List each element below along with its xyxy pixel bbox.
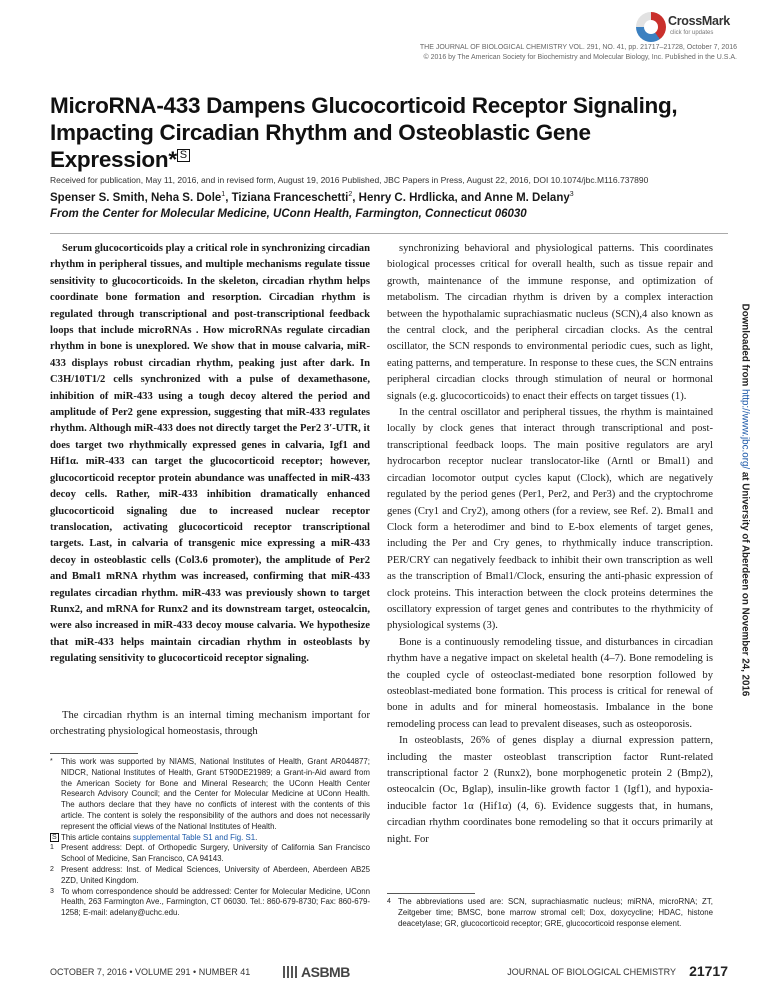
journal-header bbox=[420, 43, 737, 63]
page-number: 21717 bbox=[689, 963, 728, 979]
footnote-text: The abbreviations used are: SCN, suprachiasmatic nucleus; miRNA, microRNA; ZT, Zeitgeber time; BMSC, bone marrow stromal cell; Dox, doxycycline; HDAC, histone deacetylase; GR, glucocorticoid receptor; GRE, glucocorticoid response element. bbox=[398, 897, 713, 928]
asbmb-logo bbox=[283, 964, 350, 980]
footnotes-right bbox=[387, 897, 713, 929]
footer-journal-name: JOURNAL OF BIOLOGICAL CHEMISTRY bbox=[507, 967, 676, 977]
crossmark-icon bbox=[636, 12, 666, 42]
body-paragraph: Bone is a continuously remodeling tissue, and disturbances in circadian rhythm have a negative impact on skeletal health (4–7). Bone remodeling is the coupled cycle of osteoclast-mediated bone resorption followed by osteoblast-mediated bone formation. This process is critical for renewal of bone in adults and for mineral homeostasis. Imbalance in the bone remodeling process can lead to prevalent diseases, such as osteoporosis. bbox=[387, 636, 713, 730]
author-name: Tiziana Franceschetti bbox=[231, 191, 349, 204]
footnote-mark: 2 bbox=[50, 865, 54, 873]
footnote-divider-left bbox=[50, 753, 138, 754]
side-note-suffix: at University of Aberdeen on November 24, 2016 bbox=[739, 469, 751, 697]
body-paragraph: In the central oscillator and peripheral tissues, the rhythm is maintained locally by clock genes that interact through transcriptional and post-transcriptional feedback loops. The main positive regulators are aryl hydrocarbon receptor nuclear translocator-like (Arntl or Bmal1) and circadian locomotor output cycles kaput (Clock), which are negatively regulated by the period genes (Per1, Per2, and Per3) and the cryptochrome genes (Cry1 and Cry2), among others (for a review, see Ref. 2). Bmal1 and Clock form a heterodimer and bind to E-box elements of target genes, including the Per and Cry genes, to rhythmically induce transcription. PER/CRY can negatively feedback to inhibit their own transcription as well as the transcription of Bmal1/Clock, ensuring the anti-phasic expression of clock proteins. This interaction between the clock proteins determines the oscillatory expression of target genes and contributes to the rhythmicity of physiological systems (3). bbox=[387, 407, 713, 632]
abstract bbox=[50, 241, 370, 668]
header-divider bbox=[50, 233, 728, 234]
footnote-text: This article contains bbox=[61, 832, 133, 842]
affiliation: From the Center for Molecular Medicine, UConn Health, Farmington, Connecticut 06030 bbox=[50, 208, 527, 220]
author-affiliation-mark: 1 bbox=[221, 191, 226, 198]
footnote-mark: 4 bbox=[387, 898, 391, 905]
page-footer bbox=[50, 962, 728, 984]
side-note-prefix: Downloaded from bbox=[739, 303, 751, 390]
footnotes-left bbox=[50, 757, 370, 919]
author-affiliation-mark: 3 bbox=[569, 191, 574, 198]
crossmark-label: CrossMark bbox=[668, 14, 730, 28]
author-separator: , bbox=[144, 191, 151, 204]
abstract-text: Serum glucocorticoids play a critical role in synchronizing circadian rhythm in peripheral tissues, and multiple mechanisms regulate tissue sensitivity to glucocorticoids. In the skeleton, circadian rhythm helps coordinate bone formation and resorption. Circadian rhythm is regulated through transcriptional and post-transcriptional feedback loops that include microRNAs . How microRNAs regulate circadian rhythm in bone is unexplored. We show that in mouse calvaria, miR-433 displays robust circadian rhythm, peaking just after dark. In C3H/10T1/2 cells synchronized with a pulse of dexamethasone, inhibition of miR-433 using a tough decoy altered the period and amplitude of Per2 gene expression, suggesting that miR-433 regulates rhythm. Although miR-433 does not directly target the Per2 3′-UTR, it does target two rhythmically expressed genes in calvaria, Igf1 and Hif1α. miR-433 can target the glucocorticoid receptor; however, glucocorticoid receptor protein abundance was unaffected in miR-433 decoy cells. Rather, miR-433 inhibition dramatically enhanced glucocorticoid signaling due to increased nuclear receptor translocation, activating glucocorticoid receptor transcriptional targets. Last, in calvaria of transgenic mice expressing a miR-433 decoy in osteoblastic cells (Col3.6 promoter), the amplitude of Per2 and Bmal1 mRNA rhythm was increased, confirming that miR-433 regulates circadian rhythm. miR-433 was previously shown to target Runx2, and mRNA for Runx2 and its downstream target, osteocalcin, were also increased in miR-433 decoy mouse calvaria. We hypothesize that miR-433 helps maintain circadian rhythm in osteoblasts by regulating sensitivity to glucocorticoid receptor signaling. bbox=[50, 243, 370, 665]
asbmb-logo-text: ASBMB bbox=[301, 964, 350, 980]
article-title bbox=[50, 92, 690, 173]
title-footnote-star: * bbox=[168, 147, 177, 172]
body-paragraph: synchronizing behavioral and physiological patterns. This coordinates biological processes critical for overall health, such as tissue repair and growth, maintenance of the immune response, and optimization of metabolism. The circadian rhythm is driven by a complex interaction between the hypothalamic suprachiasmatic nucleus (SCN),4 also known as the central clock, and the peripheral circadian clocks. As the central oscillator, the SCN responds to environmental periodic cues, such as light, eating patterns, and temperature. In response to these cues, the SCN entrains peripheral circadian clocks through stimulation of neural or hormonal signals (e.g. glucocorticoids) to enact their effects on target tissues (1). bbox=[387, 243, 713, 402]
crossmark-badge[interactable] bbox=[636, 12, 736, 44]
received-line: Received for publication, May 11, 2016, and in revised form, August 19, 2016 Published, JBC Papers in Press, August 22, 2016, DOI 10.1074/jbc.M116.737890 bbox=[50, 175, 649, 185]
footnote-mark: 1 bbox=[50, 844, 54, 852]
intro-paragraph: The circadian rhythm is an internal timing mechanism important for orchestrating physiological homeostasis, through bbox=[50, 710, 370, 738]
journal-header-line1: THE JOURNAL OF BIOLOGICAL CHEMISTRY VOL. 291, NO. 41, pp. 21717–21728, October 7, 2016 bbox=[419, 44, 737, 51]
footnote-text: This work was supported by NIAMS, National Institutes of Health, Grant AR044877; NIDCR, National Institutes of Health, Grant 5T90DE21989; a Grant-in-Aid award from the American Society for Bone and Mineral Research; the UConn Health Center Research Advisory Council; and the Center for Molecular Medicine at UConn Health. The authors declare that they have no conflicts of interest with the contents of this article. The content is solely the responsibility of the authors and does not necessarily represent the official views of the National Institutes of Health. bbox=[61, 757, 370, 831]
right-column bbox=[387, 241, 713, 848]
footnote-divider-right bbox=[387, 893, 475, 894]
footnote bbox=[50, 833, 370, 844]
author-separator: , bbox=[225, 191, 232, 204]
author-name: Henry C. Hrdlicka bbox=[358, 191, 455, 204]
supplemental-icon[interactable]: S bbox=[177, 149, 190, 162]
author-name: Neha S. Dole bbox=[150, 191, 222, 204]
footnote-mark: 3 bbox=[50, 887, 54, 895]
footnote-text: Present address: Inst. of Medical Sciences, University of Aberdeen, Aberdeen AB25 2ZD, United Kingdom. bbox=[61, 864, 370, 885]
footnote bbox=[50, 757, 370, 833]
supplemental-link[interactable]: supplemental Table S1 and Fig. S1 bbox=[132, 832, 256, 842]
footnote bbox=[50, 865, 370, 887]
journal-header-line2: © 2016 by The American Society for Biochemistry and Molecular Biology, Inc. Published in the U.S.A. bbox=[423, 54, 737, 61]
footnote-text: To whom correspondence should be addressed: Center for Molecular Medicine, UConn Health, 263 Farmington Ave., Farmington, CT 06030. Tel.: 860-679-8730; Fax: 860-679-1258; E-mail: adelany@uchc.edu. bbox=[61, 886, 370, 918]
download-side-note bbox=[740, 304, 751, 697]
author-separator: , and bbox=[454, 191, 485, 204]
supplemental-icon: S bbox=[52, 833, 57, 841]
footer-issue-info: OCTOBER 7, 2016 • VOLUME 291 • NUMBER 41 bbox=[50, 967, 251, 977]
jbc-link[interactable]: http://www.jbc.org/ bbox=[739, 389, 751, 470]
author-affiliation-mark: 2 bbox=[348, 191, 353, 198]
footnote-abbreviations bbox=[387, 897, 713, 929]
footnote-text: Present address: Dept. of Orthopedic Surgery, University of California San Francisco School of Medicine, San Francisco, CA 94143. bbox=[61, 843, 370, 864]
article-title-text: MicroRNA-433 Dampens Glucocorticoid Receptor Signaling, Impacting Circadian Rhythm and Osteoblastic Gene Expression bbox=[50, 93, 678, 172]
footnote bbox=[50, 843, 370, 865]
author-name: Spenser S. Smith bbox=[50, 191, 145, 204]
footnote bbox=[50, 887, 370, 919]
crossmark-sublabel: click for updates bbox=[670, 30, 714, 36]
body-paragraph: In osteoblasts, 26% of genes display a diurnal expression pattern, including the master osteoblast transcription factor Runt-related transcriptional factor 2 (Runx2), bone morphogenetic protein 2 (Bmp2), osteocalcin (Oc, Bglap), insulin-like growth factor 1 (Igf1), and hypoxia-inducible factor 1α (Hif1α) (4, 6). Evidence suggests that, in humans, circadian rhythm coordinates bone remodeling so that it occurs primarily at night. For bbox=[387, 735, 713, 845]
footnote-mark: * bbox=[50, 758, 53, 765]
author-name: Anne M. Delany bbox=[484, 191, 570, 204]
author-separator: , bbox=[352, 191, 359, 204]
author-list bbox=[50, 191, 574, 204]
asbmb-logo-icon bbox=[283, 966, 299, 978]
footnote-text: . bbox=[255, 832, 258, 842]
